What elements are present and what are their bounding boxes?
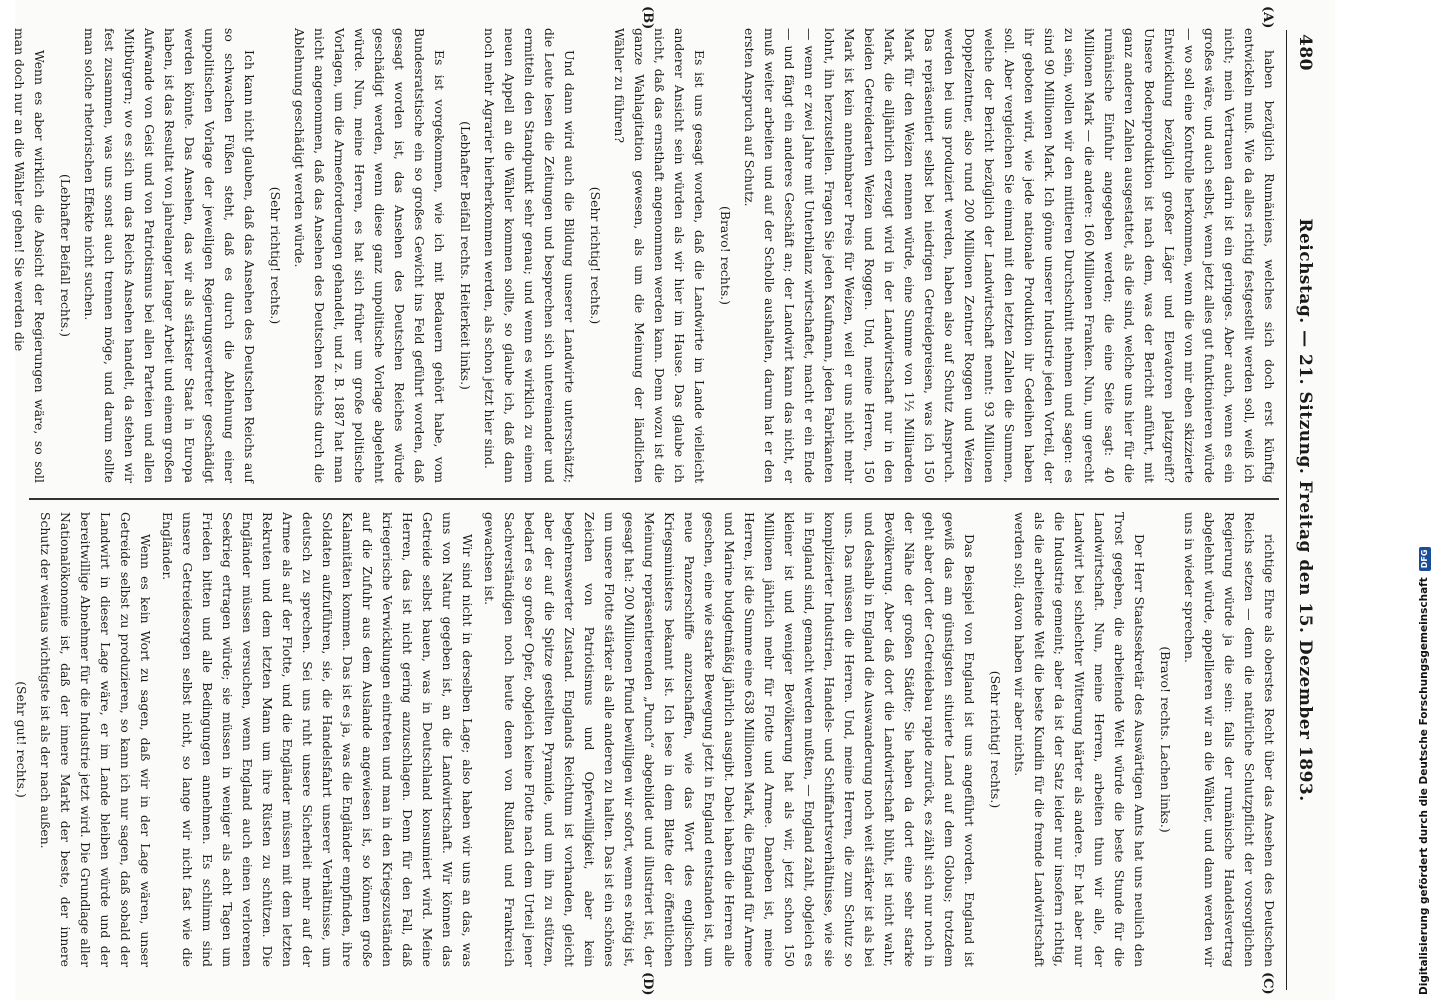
- interjection: (Lebhafter Beifall rechts. Heiterkeit links.): [458, 121, 473, 390]
- margin-mark-c: (C): [1260, 972, 1275, 995]
- page-header: [1286, 30, 1327, 990]
- left-text-column: [12, 28, 1279, 483]
- dfg-logo: DFG: [1419, 547, 1431, 572]
- paragraph: Es ist uns gesagt worden, daß die Landwirte im Lande vielleicht anderer Ansicht sein würden als wir hier im Hause. Das glaube ich nicht, daß das ernsthaft angenommen werden kann. Denn wozu ist die ganze Wahlagitation gewesen, als um die Meinung der ländlichen Wähler zu führen?: [612, 28, 707, 483]
- footer-credit: [1418, 547, 1431, 995]
- paragraph: Wenn es kein Wort zu sagen, daß wir in der Lage wären, unser Getreide selbst zu produzieren, so kann ich nur sagen, daß sobald der Landwirt in dieser Lage wäre, er im Lande bleiben würde und der bereitwillige Abnehmer für die Industrie jetzt wird. Die Grundlage aller Nationalökonomie ist, daß der innere Markt der beste, der innere Schutz der weitaus wichtigste ist als der nach außen.: [38, 512, 153, 967]
- footer-strip: [1404, 0, 1432, 1000]
- interjection: (Sehr richtig! rechts.): [988, 670, 1003, 809]
- paragraph: Wir sind nicht in derselben Lage; also haben wir uns an das, was uns von Natur gegeben ist, an die Landwirtschaft. Wir können das Getreide selbst bauen, was in Deutschland konsumiert wird. Meine Herren, das ist nicht gering anzuschlagen. Denn für den Fall, daß kriegerische Verwicklungen eintreten und man in den Kriegszuständen auf die Zufuhr aus dem Auslande angewiesen ist, so können große Kalamitäten kommen. Das ist es ja, was die Engländer empfinden, ihre Soldaten aufzuführen, sie, die Handelsfahrt unserer Verhältnisse, um deutsch zu sprechen. Sei uns ruht unsere Sicherheit mehr auf der Armee als auf der Flotte, und die Engländer müssen mit dem letzten Rekruten und dem letzten Mann um ihre Rüsten zu schützen. Die Engländer müssen versuchen, wenn England auch einen verlorenen Seekrieg ertragen würde; sie müssen in weniger als acht Tagen um Frieden bitten und alle Bedingungen annehmen. Es schlimm sind unsere Getreidesorgen selbst nicht, so lange wir nicht fast wie die Engländer.: [160, 512, 475, 967]
- paragraph: richtige Ehre als oberstes Recht über das Ansehen des Deutschen Reichs setzen — denn die natürliche Schutzpflicht der vorsorglichen Regierung würde ja die sein: falls der rumänische Handelsvertrag abgelehnt würde, appellieren wir an die Wähler, und dann werden wir uns in wieder sprechen.: [1182, 512, 1277, 967]
- paragraph: Der Herr Staatssekretär des Auswärtigen Amts hat uns neulich den Trost gegeben, die arbeitende Welt würde die beste Stunde für die Landwirtschaft. Nun, meine Herren, arbeiten thun wir alle, der Landwirt bei schlechter Witterung härter als andere. Er hat aber nur die Industrie gemeint; aber da ist der Satz leider nur insofern richtig, als die arbeitende Welt die beste Kundin für die fremde Landwirtschaft werden soll; davon haben wir aber nichts.: [1012, 512, 1147, 967]
- paragraph: Und dann wird auch die Bildung unserer Landwirte unterschätzt; die Leute lesen die Zeitungen und besprechen sich untereinander und ermitteln den Standpunkt sehr genau; und wenn es wirklich zu einem neuen Appell an die Wähler kommen sollte, so glaube ich, daß dann noch mehr Agrarier hierherkommen werden, als schon jetzt hier sind.: [482, 28, 577, 483]
- paragraph: Es ist vorgekommen, wie ich mit Bedauern gehört habe, vom Bundesratstische ein so großes Gewicht ins Feld geführt worden, daß gesagt worden ist, das Ansehen des Deutschen Reiches würde geschädigt werden, wenn diese ganz unpolitische Vorlage abgelehnt würde. Nun, meine Herren, es hat sich früher um große politische Vorlagen, um die Armeeforderungen gehandelt, und z. B. 1887 hat man nicht angenommen, daß das Ansehen des Deutschen Reichs durch die Ablehnung geschädigt werden würde.: [292, 28, 447, 483]
- margin-mark-d: (D): [640, 972, 655, 996]
- paragraph: haben bezüglich Rumäniens, welches sich doch erst künftig entwickeln muß. Wie da alles richtig festgestellt werden soll, weiß ich nicht; mein Vertrauen darin ist ein geringes. Aber auch, wenn es ein großes wäre, und auch selbst, wenn jetzt alles gut funktionieren würde — wo soll eine Kontrolle herkommen, wenn die von mir eben skizzierte Entwicklung bezüglich großer Läger und Elevatoren platzgreift? Unsere Bodenproduktion ist nach dem, was der Bericht anführt, mit ganz anderen Zahlen ausgestattet, als die sind, welche uns hier für die rumänische Einfuhr angegeben werden; die eine Seite sagt: 40 Millionen Mark — die andere: 160 Millionen Franken. Nun, um gerecht zu sein, wollen wir den mittleren Durchschnitt nehmen und sagen: es sind 90 Millionen Mark. Ich gönne unserer Industrie jeden Vorteil, der ihr geboten wird, wie jede nationale Produktion ihr Gedeihen haben soll. Aber vergleichen Sie einmal mit den letzten Zahlen die Summen, welche der Bericht bezüglich der Landwirtschaft nennt: 93 Millionen Doppelzentner, also rund 200 Millionen Zentner Roggen und Weizen werden bei uns produziert werden, haben also auf Schutz Anspruch. Das repräsentiert selbst bei niedrigen Getreidepreisen, was ich 150 Mark für den Weizen nennen würde, eine Summe von 1½ Milliarden Mark, die alljährlich erzeugt wird in der Landwirtschaft nur in den beiden Getreidearten Weizen und Roggen. Und, meine Herren, 150 Mark ist kein annehmbarer Preis für Weizen, weil er uns nicht mehr lohnt, ihn herzustellen. Fragen Sie jeden Kaufmann, jeden Fabrikanten — wenn er zwei Jahre mit Unterbilanz wirtschaftet, macht er ein Ende — und fängt ein anderes Geschäft an; der Landwirt kann das nicht, er muß weiter arbeiten und auf der Scholle aushalten, darum hat er den ersten Anspruch auf Schutz.: [742, 28, 1277, 483]
- page-number: 480: [1295, 34, 1315, 71]
- margin-mark-a: (A): [1260, 6, 1275, 29]
- interjection: (Lebhafter Beifall rechts.): [58, 174, 73, 337]
- paragraph: Wenn es aber wirklich die Absicht der Regierungen wäre, so soll man doch nur an die Wähler gehen! Sie werden die: [12, 28, 47, 483]
- column-divider: [29, 498, 1279, 500]
- interjection: (Sehr richtig! rechts.): [268, 186, 283, 325]
- interjection: (Bravo! rechts. Lachen links.): [1158, 646, 1173, 833]
- interjection: (Sehr gut! rechts.): [14, 681, 29, 798]
- paragraph: Das Beispiel von England ist uns angeführt worden. England ist gewiß das am günstigsten situierte Land auf dem Globus; trotzdem geht aber dort der Getreidebau rapide zurück, es zählt sich nur noch in der Nähe der großen Städte; Sie haben da dort eine sehr starke Bevölkerung. Aber daß dort die Landwirtschaft blüht, ist nicht wahr, und deshalb in England die Auswanderung noch weit stärker ist als bei uns. Das müssen die Herren. Und, meine Herren, die zum Schutz so komplizierter Industrien, Handels- und Schiffahrtsverhältnisse, wie sie in England sind, gemacht werden mußten, — England zahlt, obgleich es kleiner ist und weniger Bevölkerung hat als wir, jetzt schon 150 Millionen jährlich mehr für Flotte und Armee. Daneben ist, meine Herren, ist die Summe eine 638 Millionen Mark, die England für Armee und Marine budgetmäßig jährlich ausgibt. Dabei haben die Herren alle geschen, eine wie starke Bewegung jetzt in England entstanden ist, um neue Panzerschiffe anzuschaffen, wie das Wort des englischen Kriegsministers bekannt ist. Ich lese in dem Blatte der öffentlichen Meinung repräsentierenden „Punch“ abgebildet und illustriert ist, der gesagt hat: 200 Millionen Pfund bewilligen wir sofort, wenn es nötig ist, um unsere Flotte stärker als alle anderen zu halten. Das ist ein schönes Zeichen von Patriotismus und Opferwilligkeit, aber kein begehrenswerter Zustand. Englands Reichtum ist vorhanden, gleicht aber der auf die Spitze gestellten Pyramide, und um ihn zu stützen, bedarf es so großer Opfer, obgleich keine Flotte nach dem Urteil jener Sachverständigen noch heute denen von Rußland und Frankreich gewachsen ist.: [482, 512, 977, 967]
- right-text-column: [14, 512, 1279, 967]
- margin-mark-b: (B): [640, 6, 655, 30]
- paragraph: Ich kann nicht glauben, daß das Ansehen des Deutschen Reichs auf so schwachen Füßen steht, daß es durch die Ablehnung einer unpolitischen Vorlage der jeweiligen Regierungsvertreter geschädigt werden könnte. Das Ansehen, das wir als stärkster Staat in Europa haben, ist das Resultat von jahrelanger langer Arbeit und einem großen Aufwande von Geist und von Patriotismus bei allen Parteien und allen Mitbürgern; wo es sich um das Reichs Ansehen handelt, da stehen wir fest zusammen, was uns sonst auch trennen möge, und darum sollte man solche rhetorischen Effekte nicht suchen.: [82, 28, 257, 483]
- footer-credit-text: Digitalisierung gefördert durch die Deutsche Forschungsgemeinschaft: [1418, 577, 1430, 995]
- interjection: (Sehr richtig! rechts.): [588, 186, 603, 325]
- page-title: Reichstag. — 21. Sitzung. Freitag den 15. Dezember 1893.: [1295, 218, 1315, 802]
- interjection: (Bravo! rechts.): [718, 206, 733, 305]
- scanned-page: [12, 0, 1335, 1000]
